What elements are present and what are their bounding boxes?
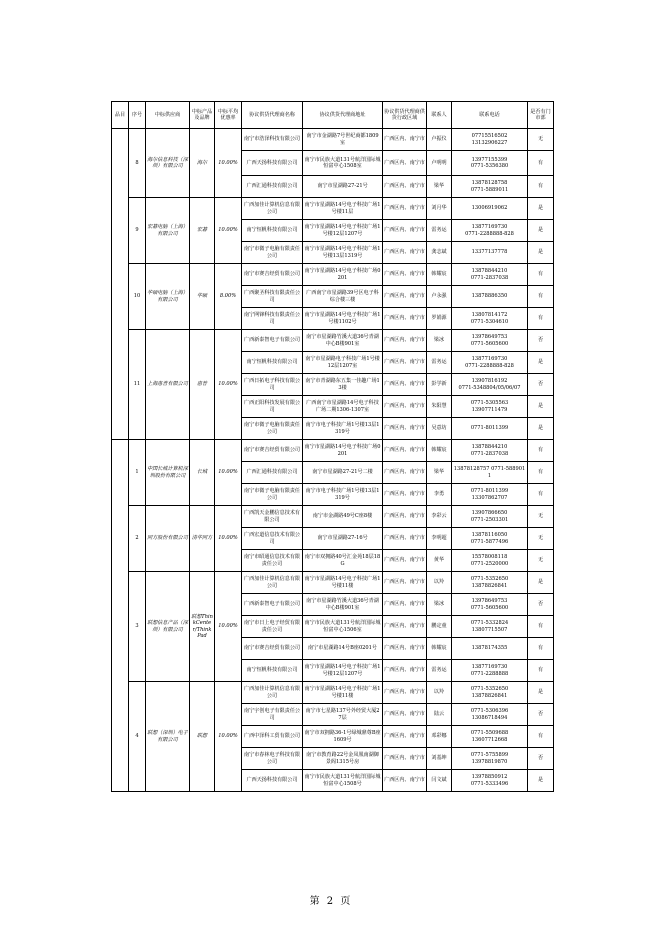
phone-cell: 0771-8011399 13307862707 [452,484,528,506]
supplier-cell: 同方股份有限公司 [146,506,190,572]
agent-name-cell: 南宁市赛吉经贸有限公司 [242,264,303,286]
phone-cell: 13907866650 0771-2503301 [452,506,528,528]
phone-cell: 13878844210 0771-2837038 [452,264,528,286]
contact-cell: 梁冰 [427,594,452,616]
agent-address-cell: 南宁市双拥路40号汇金苑18层18G [303,550,383,572]
agent-address-cell: 南宁市青湖路东五集一佳趣广场13楼 [303,374,383,396]
seq-cell: 1 [129,440,146,506]
supplier-cell: 宏碁电脑（上海）有限公司 [146,198,190,264]
brand-cell: 惠普 [190,330,215,440]
contact-cell: 李明超 [427,528,452,550]
seq-cell: 8 [129,129,146,198]
agent-name-cell: 广西天扬科技有限公司 [242,770,303,792]
agent-address-cell: 南宁市星湖路14号电子科技广场1号楼12层1207号 [303,220,383,242]
rate-cell: 8.00% [215,264,242,330]
store-cell: 有 [528,616,554,638]
contact-cell: 闫文斌 [427,770,452,792]
contact-cell: 雷务运 [427,660,452,682]
contact-cell: 李勇 [427,484,452,506]
brand-cell: 海尔 [190,129,215,198]
area-cell: 广西区内、南宁市 [383,264,427,286]
phone-cell: 13807814172 0771-5304610 [452,308,528,330]
contact-cell: 罗娟源 [427,308,452,330]
contact-cell: 韩耀宸 [427,638,452,660]
phone-cell: 13877169730 0771-2288888-828 [452,220,528,242]
contact-cell: 龚志斌 [427,242,452,264]
table-header-row [112,102,554,129]
phone-cell: 0771-5509688 13607712668 [452,726,528,748]
supplier-cell: 上海惠普有限公司 [146,330,190,440]
area-cell: 广西区内、南宁市 [383,374,427,396]
contact-cell: 彭学新 [427,374,452,396]
phone-cell: 13877169730 0771-2288888-828 [452,352,528,374]
contact-cell: 朱阳慧 [427,396,452,418]
phone-cell: 13877169730 0771-2288888 [452,660,528,682]
contact-cell: 梁华 [427,462,452,484]
phone-cell: 13377137778 [452,242,528,264]
contact-cell: 雷务运 [427,220,452,242]
phone-cell: 13878128758 0771-5889011 [452,176,528,198]
agent-name-cell: 南宁市微子电脑有限责任公司 [242,242,303,264]
phone-cell: 0771-5352650 13878826841 [452,682,528,704]
store-cell: 无 [528,506,554,528]
area-cell: 广西区内、南宁市 [383,682,427,704]
agent-address-cell: 南宁市星湖路27-21号 [303,176,383,198]
store-cell: 无 [528,129,554,151]
header-seq: 序号 [129,102,146,129]
store-cell: 是 [528,396,554,418]
rate-cell: 10.00% [215,506,242,572]
table-row [112,129,554,151]
seq-cell: 3 [129,572,146,682]
phone-cell: 0771-5755899 13978819870 [452,748,528,770]
contact-cell: 鹏定童 [427,616,452,638]
area-cell: 广西区内、南宁市 [383,129,427,151]
agent-address-cell: 南宁市金湖路7号世纪商都1809室 [303,129,383,151]
area-cell: 广西区内、南宁市 [383,308,427,330]
header-category: 品目 [112,102,129,129]
agent-address-cell: 南宁市星湖路竹溪大道36号青湖中心B楼901室 [303,594,383,616]
agent-name-cell: 南宁恒帆科技有限公司 [242,660,303,682]
agent-name-cell: 南宁市赛吉经贸有限公司 [242,638,303,660]
agent-name-cell: 广西中泽科工贸有限公司 [242,726,303,748]
contact-cell: 韩耀宸 [427,440,452,462]
contact-cell: 以羚 [427,572,452,594]
agent-name-cell: 广西凯天金鹏信息技术有限公司 [242,506,303,528]
seq-cell: 2 [129,506,146,572]
contact-cell: 刘月华 [427,198,452,220]
agent-address-cell: 广西南宁市星湖路39号区电子科综合楼三楼 [303,286,383,308]
area-cell: 广西区内、南宁市 [383,616,427,638]
area-cell: 广西区内、南宁市 [383,572,427,594]
agent-name-cell: 广西加佳计算机信息有限公司 [242,682,303,704]
area-cell: 广西区内、南宁市 [383,352,427,374]
phone-cell: 13006919062 [452,198,528,220]
store-cell: 有 [528,286,554,308]
store-cell: 是 [528,220,554,242]
store-cell: 有 [528,264,554,286]
store-cell: 是 [528,418,554,440]
agent-address-cell: 南宁市民族大道131号航洋国际城恒富中心1506室 [303,616,383,638]
area-cell: 广西区内、南宁市 [383,528,427,550]
agent-address-cell: 南宁市金湖路49号C座8楼 [303,506,383,528]
area-cell: 广西区内、南宁市 [383,660,427,682]
store-cell: 否 [528,330,554,352]
header-store: 是否有门市部 [528,102,554,129]
agent-name-cell: 广西加佳计算机信息有限公司 [242,572,303,594]
agent-address-cell: 南宁市星湖路14号电子科技广场0201 [303,440,383,462]
agent-name-cell: 广西正阳科技发展有限公司 [242,396,303,418]
brand-cell: 长城 [190,440,215,506]
rate-cell: 10.00% [215,572,242,682]
store-cell: 是 [528,352,554,374]
contact-cell: 卢明明 [427,151,452,176]
area-cell: 广西区内、南宁市 [383,550,427,572]
header-phone: 联系电话 [452,102,528,129]
store-cell: 否 [528,594,554,616]
seq-cell: 11 [129,330,146,440]
brand-cell: 联想ThinkCenter/ThinkPad [190,572,215,682]
phone-cell: 13878174355 [452,638,528,660]
rate-cell: 10.00% [215,330,242,440]
area-cell: 广西区内、南宁市 [383,151,427,176]
brand-cell: 华硕 [190,264,215,330]
contact-cell: 陆云 [427,704,452,726]
store-cell: 有 [528,638,554,660]
agent-name-cell: 南宁恒帆科技有限公司 [242,220,303,242]
agent-name-cell: 南宁市浩泽科技有限公司 [242,129,303,151]
agent-name-cell: 广西聚圣科技有限责任公司 [242,286,303,308]
area-cell: 广西区内、南宁市 [383,396,427,418]
phone-cell: 07715516502 13132906227 [452,129,528,151]
agent-address-cell: 南宁市星湖路27-16号 [303,528,383,550]
header-agent-address: 协议供货代理商地址 [303,102,383,129]
agent-address-cell: 南宁市星湖路14号电子科技广场1号楼1102号 [303,308,383,330]
agent-address-cell: 南宁市星湖路14号电子科技广场1号楼11楼 [303,572,383,594]
header-contact: 联系人 [427,102,452,129]
store-cell: 有 [528,726,554,748]
area-cell: 广西区内、南宁市 [383,242,427,264]
agent-address-cell: 南宁市星湖路14号电子科技广场1号楼11层 [303,198,383,220]
area-cell: 广西区内、南宁市 [383,638,427,660]
store-cell: 是 [528,198,554,220]
phone-cell: 13977155399 0771-5356380 [452,151,528,176]
contact-cell: 李彩云 [427,506,452,528]
area-cell: 广西区内、南宁市 [383,726,427,748]
area-cell: 广西区内、南宁市 [383,704,427,726]
store-cell: 是 [528,770,554,792]
agent-name-cell: 广西日拓电子科技有限公司 [242,374,303,396]
header-brand: 中标产品及品牌 [190,102,215,129]
brand-cell: 清华同方 [190,506,215,572]
header-area: 协议供货代理商供货行政区域 [383,102,427,129]
area-cell: 广西区内、南宁市 [383,330,427,352]
rate-cell: 10.00% [215,440,242,506]
agent-address-cell: 南宁市星湖路14号电子科技广场1号楼12层1207号 [303,660,383,682]
contact-cell: 卢永强 [427,286,452,308]
supplier-agent-table [111,101,554,792]
supplier-cell: 海尔信息科技（深圳）有限公司 [146,129,190,198]
contact-cell: 梁冰 [427,330,452,352]
store-cell: 有 [528,660,554,682]
supplier-cell: 联想（深圳）电子有限公司 [146,682,190,792]
phone-cell: 0771-8011399 [452,418,528,440]
store-cell: 有 [528,151,554,176]
area-cell: 广西区内、南宁市 [383,462,427,484]
table-row [112,330,554,352]
rate-cell: 10.00% [215,682,242,792]
phone-cell: 13978850912 0771-5333496 [452,770,528,792]
phone-cell: 13978649753 0771-5605600 [452,594,528,616]
rate-cell: 10.00% [215,198,242,264]
supplier-cell: 联想信息产品（深圳）有限公司 [146,572,190,682]
store-cell: 无 [528,550,554,572]
area-cell: 广西区内、南宁市 [383,770,427,792]
table-row [112,198,554,220]
seq-cell: 10 [129,264,146,330]
category-cell [112,129,129,440]
store-cell: 有 [528,176,554,198]
table-body [112,129,554,792]
area-cell: 广西区内、南宁市 [383,176,427,198]
area-cell: 广西区内、南宁市 [383,594,427,616]
table-row [112,506,554,528]
agent-name-cell: 南宁市微子电脑有限责任公司 [242,418,303,440]
contact-cell: 雷务运 [427,352,452,374]
supplier-cell: 华硕电脑（上海）有限公司 [146,264,190,330]
phone-cell: 13878116050 0771-5877496 [452,528,528,550]
phone-cell: 15578008118 0771-2520000 [452,550,528,572]
store-cell: 有 [528,462,554,484]
store-cell: 否 [528,748,554,770]
phone-cell: 13878128757 0771-5889011 [452,462,528,484]
agent-address-cell: 南宁市星湖路竹溪大道36号青湖中心B楼901室 [303,330,383,352]
store-cell: 否 [528,374,554,396]
agent-name-cell: 南宁市赛吉经贸有限公司 [242,440,303,462]
agent-name-cell: 广西宏道信息技术有限公司 [242,528,303,550]
phone-cell: 13878844210 0771-2837038 [452,440,528,462]
agent-name-cell: 广西新泰智电子有限公司 [242,594,303,616]
area-cell: 广西区内、南宁市 [383,506,427,528]
store-cell: 有 [528,440,554,462]
contact-cell: 刘基坤 [427,748,452,770]
agent-address-cell: 南宁市星湖路27-21号二楼 [303,462,383,484]
contact-cell: 黄华 [427,550,452,572]
header-supplier: 中标供应商 [146,102,190,129]
contact-cell: 韩耀宸 [427,264,452,286]
phone-cell: 13907816192 0771-5348804/05/06/07 [452,374,528,396]
agent-name-cell: 广西汇通科技有限公司 [242,462,303,484]
store-cell: 是 [528,682,554,704]
agent-address-cell: 南宁市星湖路14号电子科技广场1号楼11楼 [303,682,383,704]
agent-address-cell: 南宁市民族大道131号航洋国际城恒富中心1508号 [303,770,383,792]
seq-cell: 4 [129,682,146,792]
contact-cell: 以羚 [427,682,452,704]
store-cell: 是 [528,572,554,594]
agent-address-cell: 南宁市星湖路电子科技广场1号楼12层1207室 [303,352,383,374]
store-cell: 有 [528,308,554,330]
contact-cell: 邓彩娜 [427,726,452,748]
area-cell: 广西区内、南宁市 [383,440,427,462]
area-cell: 广西区内、南宁市 [383,220,427,242]
phone-cell: 13878886350 [452,286,528,308]
area-cell: 广西区内、南宁市 [383,198,427,220]
area-cell: 广西区内、南宁市 [383,286,427,308]
agent-name-cell: 广西天扬科技有限公司 [242,151,303,176]
store-cell: 是 [528,242,554,264]
table-row [112,264,554,286]
store-cell: 否 [528,704,554,726]
agent-name-cell: 南宁宇创电子有限责任公司 [242,704,303,726]
agent-address-cell: 南宁市星湖路14号电子科技广场0201 [303,264,383,286]
phone-cell: 0771-5306396 13086718494 [452,704,528,726]
header-rate: 中标平均优惠率 [215,102,242,129]
agent-address-cell: 南宁市双拥路36-1号绿城鼎尊B座1609号 [303,726,383,748]
contact-cell: 吴意坊 [427,418,452,440]
seq-cell: 9 [129,198,146,264]
category-cell [112,440,129,792]
agent-name-cell: 广西汇通科技有限公司 [242,176,303,198]
brand-cell: 宏碁 [190,198,215,264]
agent-name-cell: 南宁网锋科技有限责任公司 [242,308,303,330]
agent-address-cell: 南宁市电子科技广场1号楼13层1319号 [303,418,383,440]
agent-address-cell: 南宁市教育路22号金凤凰南湖御景阁1315号房 [303,748,383,770]
agent-address-cell: 南宁市民族大道131号航洋国际城恒富中心1508室 [303,151,383,176]
brand-cell: 联想 [190,682,215,792]
area-cell: 广西区内、南宁市 [383,748,427,770]
agent-name-cell: 南宁市日上电子经贸有限责任公司 [242,616,303,638]
phone-cell: 13978649753 0771-5605600 [452,330,528,352]
store-cell: 无 [528,528,554,550]
supplier-cell: 中国长城计算机深圳股份有限公司 [146,440,190,506]
agent-name-cell: 南宁市昭通信息技术有限责任公司 [242,550,303,572]
header-agent-name: 协议供货代理商名称 [242,102,303,129]
area-cell: 广西区内、南宁市 [383,418,427,440]
area-cell: 广西区内、南宁市 [383,484,427,506]
agent-name-cell: 南宁市微子电脑有限责任公司 [242,484,303,506]
agent-name-cell: 广西加佳计算机信息有限公司 [242,198,303,220]
agent-address-cell: 广西南宁市星湖路14号电子科技广场二期1306-1307室 [303,396,383,418]
agent-name-cell: 南宁市春林电子科技有限公司 [242,748,303,770]
table-row [112,572,554,594]
table-row [112,440,554,462]
phone-cell: 0771-5352650 13878826841 [452,572,528,594]
phone-cell: 0771-5332824 13807715507 [452,616,528,638]
page-number: 第 2 页 [309,896,353,907]
agent-address-cell: 南宁市电子科技广场1号楼13层1319号 [303,484,383,506]
agent-address-cell: 南宁市星湖路14号电子科技广场1号楼13层1319号 [303,242,383,264]
agent-name-cell: 广西新泰智电子有限公司 [242,330,303,352]
agent-address-cell: 南宁市星湖路14号B座0201号 [303,638,383,660]
rate-cell: 10.00% [215,129,242,198]
table-row [112,682,554,704]
agent-name-cell: 南宁恒帆科技有限公司 [242,352,303,374]
contact-cell: 梁华 [427,176,452,198]
agent-address-cell: 南宁市七星路137号外经贸大厦27层 [303,704,383,726]
contact-cell: 卢振仪 [427,129,452,151]
phone-cell: 0771-5305563 13907711479 [452,396,528,418]
store-cell: 有 [528,484,554,506]
